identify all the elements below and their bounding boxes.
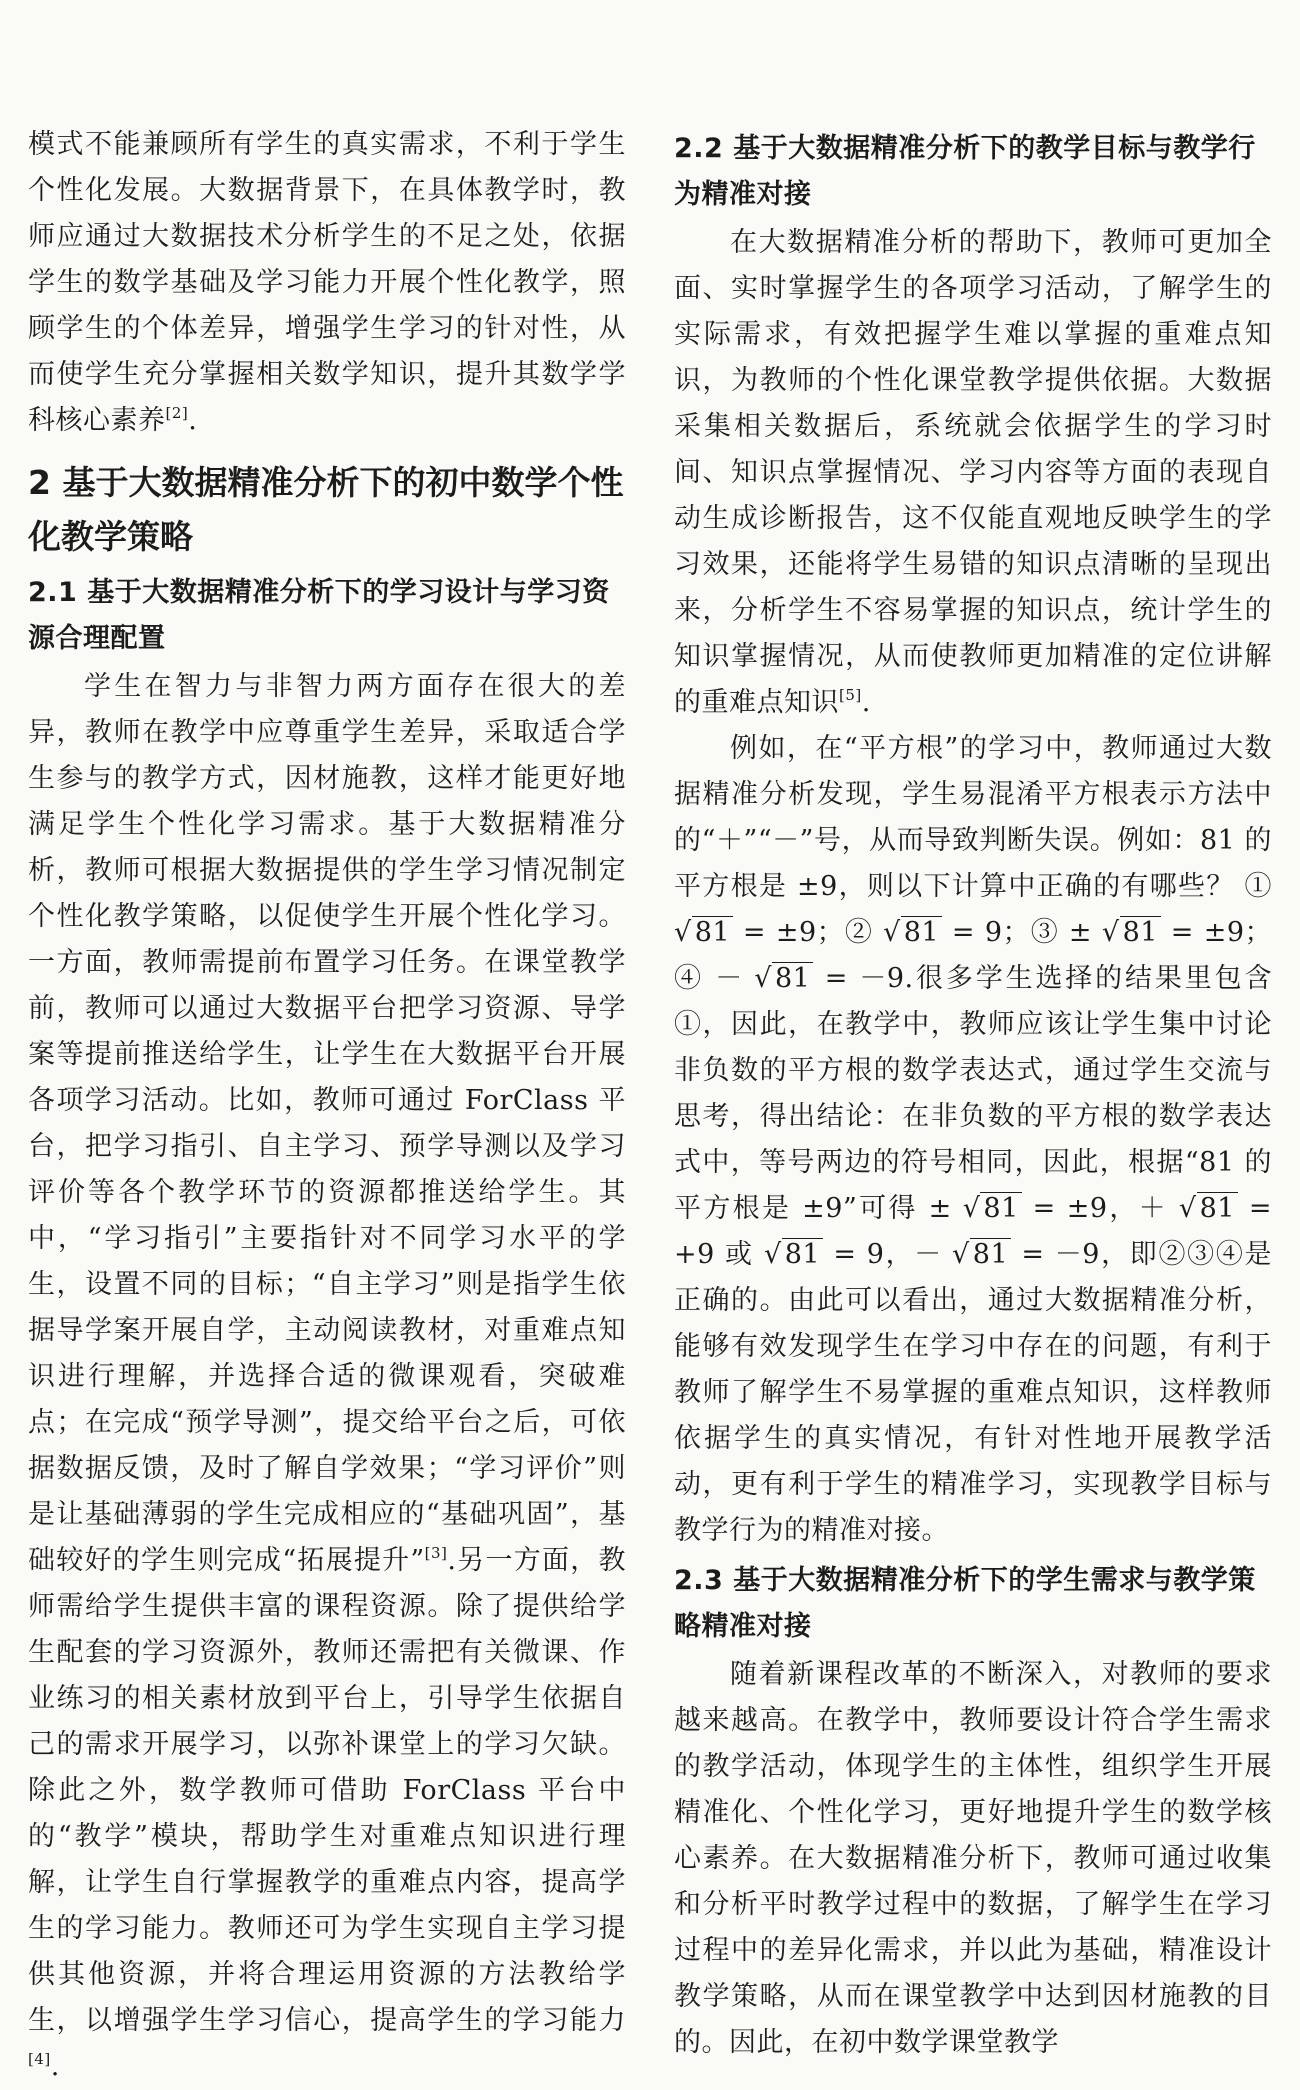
sqrt-symbol: √ [1101,917,1120,948]
radicand: 81 [782,1238,823,1270]
sqrt-symbol: √ [754,963,772,994]
citation: [3] [424,1544,448,1562]
sqrt-symbol: √ [962,1193,981,1224]
right-column [674,122,1272,2066]
paragraph: 随着新课程改革的不断深入，对教师的要求越来越高。在教学中，教师要设计符合学生需求的教学活动，体现学生的主体性，组织学生开展精准化、个性化学习，更好地提升学生的数学核心素养。在大数据精准分析下，教师可通过收集和分析平时教学过程中的数据，了解学生在学习过程中的差异化需求，并以此为基础，精准设计教学策略，从而在课堂教学中达到因材施教的目的。因此，在初中数学课堂教学 [674,1659,1272,2058]
radicand: 81 [901,916,942,948]
radicand: 81 [1120,916,1161,948]
sqrt-symbol: √ [883,917,901,948]
radicand: 81 [980,1192,1021,1224]
paragraph: 在大数据精准分析的帮助下，教师可更加全面、实时掌握学生的各项学习活动，了解学生的实际需求，有效把握学生难以掌握的重难点知识，为教师的个性化课堂教学提供依据。大数据采集相关数据后，系统就会依据学生的学习时间、知识点掌握情况、学习内容等方面的表现自动生成诊断报告，这不仅能直观地反映学生的学习效果，还能将学生易错的知识点清晰的呈现出来，分析学生不容易掌握的知识点，统计学生的知识掌握情况，从而使教师更加精准的定位讲解的重难点知识[5]. [674,227,1272,718]
radicand: 81 [970,1238,1011,1270]
sqrt-symbol: √ [952,1239,970,1270]
subsection-heading: 2.1 基于大数据精准分析下的学习设计与学习资源合理配置 [28,577,610,654]
citation: [5] [839,686,862,704]
sqrt-symbol: √ [674,917,692,948]
paragraph-with-math: 例如，在“平方根”的学习中，教师通过大数据精准分析发现，学生易混淆平方根表示方法中的“＋”“－”号，从而导致判断失误。例如：81 的平方根是 ±9，则以下计算中正确的有哪些？ ① √ 81 = ±9；② √ 81 = 9；③ ± √ 81 = ±9；④ － √ 81 = －9.很多学生选择的结果里包含①，因此，在教学中，教师应该让学生集中讨论非负数的平方根的数学表达式，通过学生交流与思考，得出结论：在非负数的平方根的数学表达式中，等号两边的符号相同，因此，根据“81 的平方根是 ±9”可得 ± √ 81 = ±9，＋ √ 81 = +9 或 √ 81 = 9，－ √ 81 = －9，即②③④是正确的。由此可以看出，通过大数据精准分析，能够有效发现学生在学习中存在的问题，有利于教师了解学生不易掌握的重难点知识，这样教师依据学生的真实情况，有针对性地开展教学活动，更有利于学生的精准学习，实现教学目标与教学行为的精准对接。 [674,733,1273,1546]
paragraph: 学生在智力与非智力两方面存在很大的差异，教师在教学中应尊重学生差异，采取适合学生参与的教学方式，因材施教，这样才能更好地满足学生个性化学习需求。基于大数据精准分析，教师可根据大数据提供的学生学习情况制定个性化教学策略，以促使学生开展个性化学习。一方面，教师需提前布置学习任务。在课堂教学前，教师可以通过大数据平台把学习资源、导学案等提前推送给学生，让学生在大数据平台开展各项学习活动。比如，教师可通过 ForClass 平台，把学习指引、自主学习、预学导测以及学习评价等各个教学环节的资源都推送给学生。其中，“学习指引”主要指针对不同学习水平的学生，设置不同的目标；“自主学习”则是指学生依据导学案开展自学，主动阅读教材，对重难点知识进行理解，并选择合适的微课观看，突破难点；在完成“预学导测”，提交给平台之后，可依据数据反馈，及时了解自学效果；“学习评价”则是让基础薄弱的学生完成相应的“基础巩固”，基础较好的学生则完成“拓展提升”[3].另一方面，教师需给学生提供丰富的课程资源。除了提供给学生配套的学习资源外，教师还需把有关微课、作业练习的相关素材放到平台上，引导学生依据自己的需求开展学习，以弥补课堂上的学习欠缺。除此之外，数学教师可借助 ForClass 平台中的“教学”模块，帮助学生对重难点知识进行理解，让学生自行掌握教学的重难点内容，提高学生的学习能力。教师还可为学生实现自主学习提供其他资源，并将合理运用资源的方法教给学生，以增强学生学习信心，提高学生的学习能力[4]. [28,671,626,2082]
sqrt-symbol: √ [1178,1193,1197,1224]
radicand: 81 [772,962,813,994]
sqrt-symbol: √ [764,1239,782,1270]
section-heading: 2 基于大数据精准分析下的初中数学个性化教学策略 [28,463,624,556]
subsection-heading: 2.2 基于大数据精准分析下的教学目标与教学行为精准对接 [674,133,1256,210]
radicand: 81 [692,916,733,948]
paragraph: 模式不能兼顾所有学生的真实需求，不利于学生个性化发展。大数据背景下，在具体教学时，教师应通过大数据技术分析学生的不足之处，依据学生的数学基础及学习能力开展个性化教学，照顾学生的个体差异，增强学生学习的针对性，从而使学生充分掌握相关数学知识，提升其数学学科核心素养[2]. [28,129,626,436]
citation: [4] [28,2050,51,2068]
radicand: 81 [1197,1192,1238,1224]
left-column [28,122,626,2090]
citation: [2] [165,404,189,422]
subsection-heading: 2.3 基于大数据精准分析下的学生需求与教学策略精准对接 [674,1565,1256,1642]
